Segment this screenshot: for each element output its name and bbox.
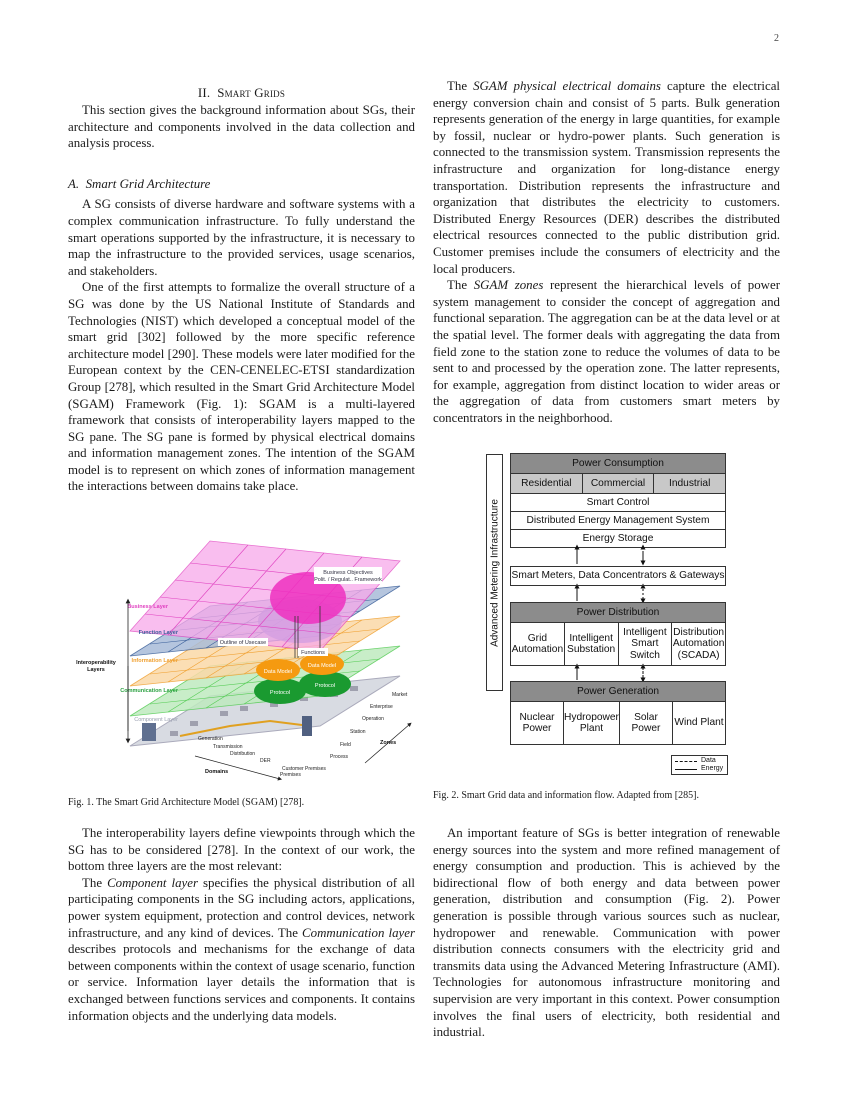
svg-text:Transmission: Transmission bbox=[213, 744, 243, 750]
svg-text:Protocol: Protocol bbox=[269, 690, 291, 696]
svg-text:Component Layer: Component Layer bbox=[134, 717, 178, 723]
svg-text:Operation: Operation bbox=[362, 716, 384, 722]
subsection-title: Smart Grid Architecture bbox=[85, 176, 211, 191]
block-header: Power Distribution bbox=[511, 603, 725, 623]
consumer-type: Residential bbox=[511, 474, 583, 493]
generation-cell: Hydropower Plant bbox=[564, 702, 620, 744]
right-column-bottom bbox=[433, 825, 780, 1041]
distribution-cell: Grid Automation bbox=[511, 623, 565, 665]
svg-text:Functions: Functions bbox=[301, 650, 325, 656]
consumption-row: Smart Control bbox=[586, 497, 650, 508]
svg-text:Interoperability: Interoperability bbox=[76, 660, 116, 666]
paragraph: The Component layer specifies the physical distribution of all participating components in the SG including actors, applications, power system equipment, protection and control devices, network infrastructure, and any kind of devices. The Communication layer describes protocols and mechanisms for the exchange of data between components within the context of usage scenario, function or service. Information layer details the information that is exchanged between functions services and components. It contains information objects and the underlying data models. bbox=[68, 875, 415, 1023]
consumption-row: Distributed Energy Management System bbox=[526, 515, 710, 526]
svg-text:Process: Process bbox=[330, 754, 349, 760]
svg-text:Function Layer: Function Layer bbox=[138, 630, 178, 636]
dashed-line-icon bbox=[675, 761, 697, 762]
svg-text:DER: DER bbox=[260, 758, 271, 764]
svg-text:Generation: Generation bbox=[198, 736, 223, 742]
svg-text:Enterprise: Enterprise bbox=[370, 704, 393, 710]
figure2-legend bbox=[671, 755, 728, 775]
section-title: Smart Grids bbox=[217, 86, 286, 100]
svg-text:Station: Station bbox=[350, 729, 366, 735]
paragraph: A SG consists of diverse hardware and software systems with a complex communication infrastructure. To fully understand the smart operations supported by the infrastructure, it is necessary to map the infrastructure to the provided services, usage scenarios, and stakeholders. bbox=[68, 197, 415, 278]
block-header: Power Consumption bbox=[511, 454, 725, 474]
figure2-caption: Fig. 2. Smart Grid data and information flow. Adapted from [285]. bbox=[433, 790, 699, 801]
page-number: 2 bbox=[774, 33, 779, 44]
svg-text:Information Layer: Information Layer bbox=[131, 658, 178, 664]
section-heading bbox=[68, 86, 415, 101]
generation-cell: Solar Power bbox=[620, 702, 673, 744]
solid-line-icon bbox=[675, 769, 697, 770]
distribution-cell: Distribution Automation (SCADA) bbox=[672, 626, 725, 661]
left-column-bottom bbox=[68, 825, 415, 1024]
svg-text:Domains: Domains bbox=[205, 769, 229, 775]
distribution-cell: Intelligent Substation bbox=[565, 623, 619, 665]
svg-text:Layers: Layers bbox=[87, 667, 105, 673]
ami-side-label: Advanced Metering Infrastructure bbox=[486, 454, 503, 691]
legend-data-label: Data bbox=[701, 757, 716, 764]
svg-text:Customer Premises: Customer Premises bbox=[282, 766, 326, 772]
paragraph: An important feature of SGs is better integration of renewable energy sources into the system and more refined management of energy consumption and production. This is achieved by the bidirectional flow of both energy and data between power generation, distribution and consumption (Fig. 2). Power generation is possible through various sources such as nuclear, hydropower and renewable. Communication with power distribution connects consumers with the electricity grid and transmits data using the Advanced Metering Infrastructure (AMI). Technologies for autonomous infrastructure monitoring and supervision are very important in this context. Power consumption involves the final users of electricity, both residential and industrial. bbox=[433, 826, 780, 1040]
generation-cell: Wind Plant bbox=[674, 717, 724, 729]
svg-text:Premises: Premises bbox=[280, 772, 301, 778]
svg-text:Protocol: Protocol bbox=[314, 683, 336, 689]
svg-text:Data Model: Data Model bbox=[307, 663, 337, 669]
sgam-figure bbox=[70, 526, 430, 784]
svg-text:Market: Market bbox=[392, 692, 408, 698]
block-header: Power Generation bbox=[511, 682, 725, 702]
consumption-row: Energy Storage bbox=[582, 533, 654, 544]
paragraph: The SGAM physical electrical domains capture the electrical energy conversion chain and consist of 5 parts. Bulk generation represents generation of the energy in large quantities, for example by fossil, nuclear or hydro-power plants. Such generation is connected to the transmission system. Transmission represents the infrastructure and organization for long-distance energy transportation. Distribution represents the infrastructure and organization that distributes the electricity to customers. Distributed Energy Resources (DER) describes the distributed electrical resources connected to the public distribution grid. Customer premises include the consumers of electricity and the local producers. bbox=[433, 79, 780, 276]
generation-cell: Nuclear Power bbox=[511, 702, 564, 744]
consumer-type: Industrial bbox=[654, 474, 725, 493]
section-intro: This section gives the background information about SGs, their architecture and components involved in the data collection and analysis process. bbox=[68, 103, 415, 151]
paragraph: The SGAM zones represent the hierarchical levels of power system management to consider the concept of aggregation and functional separation. The aggregation can be at the data level or at the spatial level. The former deals with aggregating the data from field zone to the station zone to reduce the volumes of data to be sent to and processed by the operation zone. The latter represents, for example, aggregation from distinct location to wider areas or the aggregation of data from customers smart meters by concentrators in the neighborhood. bbox=[433, 278, 780, 425]
svg-text:Distribution: Distribution bbox=[230, 751, 256, 757]
left-column-top bbox=[68, 102, 415, 495]
paragraph: One of the first attempts to formalize the overall structure of a SG was done by the US National Institute of Standards and Technologies (NIST) which developed a conceptual model of the smart grid [302] followed by the more specific reference architecture model [290]. These models were later modified for the European context by the CEN-CENELEC-ETSI standardization Group [278], which resulted in the Smart Grid Architecture Model (SGAM) Framework (Fig. 1): SGAM is a multi-layered framework that consists of interoperability layers mapped to the SG pane. The SG pane is formed by physical electrical domains and information management zones. The intention of the SGAM model is to represent on which zones of information management the interactions between domains take place. bbox=[68, 280, 415, 494]
paragraph: The interoperability layers define viewpoints through which the SG has to be considered [278]. In the context of our work, the bottom three layers are the most relevant: bbox=[68, 826, 415, 874]
distribution-cell: Intelligent Smart Switch bbox=[619, 623, 673, 665]
consumer-type: Commercial bbox=[583, 474, 655, 493]
right-column-top bbox=[433, 78, 780, 426]
svg-text:Business Layer: Business Layer bbox=[127, 604, 168, 610]
legend-energy-label: Energy bbox=[701, 765, 724, 772]
sgam-diagram-icon bbox=[70, 526, 430, 784]
figure1-caption: Fig. 1. The Smart Grid Architecture Model (SGAM) [278]. bbox=[68, 797, 305, 808]
svg-text:Outline of Usecase: Outline of Usecase bbox=[219, 640, 267, 646]
subsection-heading bbox=[68, 176, 415, 193]
svg-text:Zones: Zones bbox=[380, 740, 397, 746]
svg-text:Polit. / Regulat.. Framework: Polit. / Regulat.. Framework bbox=[314, 577, 382, 583]
section-number: II. bbox=[197, 86, 211, 100]
svg-text:Business Objectives: Business Objectives bbox=[323, 570, 373, 576]
svg-text:Field: Field bbox=[340, 742, 351, 748]
power-distribution-block bbox=[510, 602, 726, 666]
subsection-label: A. bbox=[68, 176, 80, 191]
svg-text:Data Model: Data Model bbox=[263, 669, 293, 675]
smart-meters-block: Smart Meters, Data Concentrators & Gateways bbox=[510, 566, 726, 586]
data-flow-figure bbox=[485, 453, 730, 778]
power-generation-block bbox=[510, 681, 726, 745]
svg-text:Communication Layer: Communication Layer bbox=[120, 688, 178, 694]
